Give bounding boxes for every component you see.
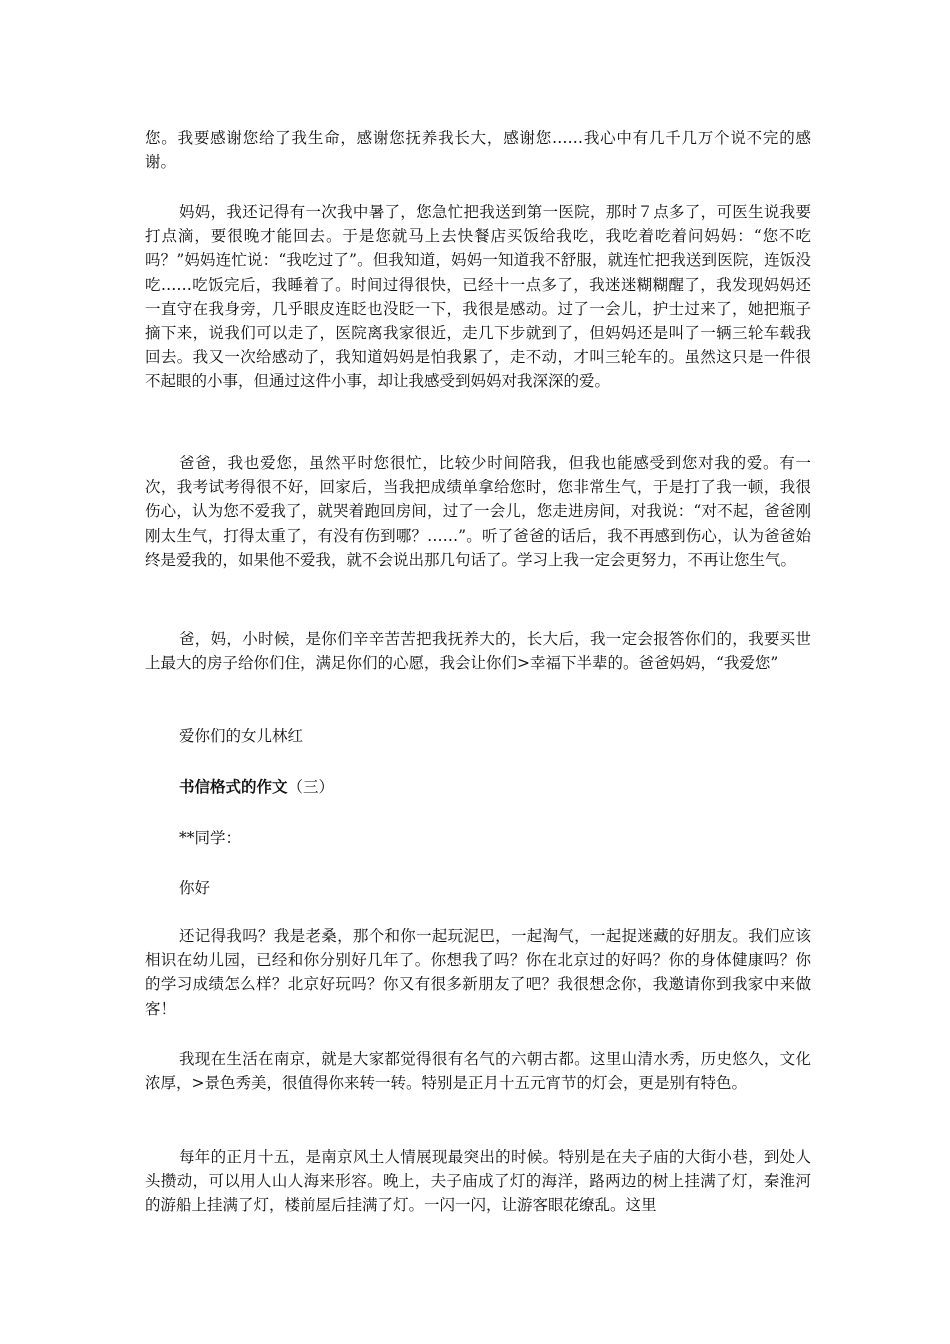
paragraph-father: 爸爸，我也爱您，虽然平时您很忙，比较少时间陪我，但我也能感受到您对我的爱。有一次，我考试考得很不好，回家后，当我把成绩单拿给您时，您非常生气，于是打了我一顿，我很伤心，认为您不爱我了，就哭着跑回房间，过了一会儿，您走进房间，对我说：“对不起，爸爸刚刚太生气，打得太重了，有没有伤到哪？……”。听了爸爸的话后，我不再感到伤心，认为爸爸始终是爱我的，如果他不爱我，就不会说出那几句话了。学习上我一定会更努力，不再让您生气。 <box>145 454 811 569</box>
paragraph-nanjing: 我现在生活在南京，就是大家都觉得很有名气的六朝古都。这里山清水秀，历史悠久，文化浓厚，>景色秀美，很值得你来转一转。特别是正月十五元宵节的灯会，更是别有特色。 <box>145 1050 811 1093</box>
paragraph-intro: 您。我要感谢您给了我生命，感谢您抚养我长大，感谢您……我心中有几千几万个说不完的感谢。 <box>145 129 811 172</box>
salutation: **同学： <box>179 829 242 847</box>
paragraph-remember: 还记得我吗？我是老桑，那个和你一起玩泥巴，一起淘气，一起捉迷藏的好朋友。我们应该相识在幼儿园，已经和你分别好几年了。你想我了吗？你在北京过的好吗？你的身体健康吗？你的学习成绩怎么样？北京好玩吗？你又有很多新朋友了吧？我很想念你，我邀请你到我家中来做客！ <box>145 927 811 1018</box>
paragraph-lantern: 每年的正月十五，是南京风土人情展现最突出的时候。特别是在夫子庙的大街小巷，到处人头攒动，可以用人山人海来形容。晚上，夫子庙成了灯的海洋，路两边的树上挂满了灯，秦淮河的游船上挂满了灯，楼前屋后挂满了灯。一闪一闪，让游客眼花缭乱。这里 <box>145 1148 811 1215</box>
heading-suffix: （三） <box>287 778 335 796</box>
heading-title: 书信格式的作文 <box>179 777 288 796</box>
paragraph-mother: 妈妈，我还记得有一次我中暑了，您急忙把我送到第一医院，那时７点多了，可医生说我要打点滴，要很晚才能回去。于是您就马上去快餐店买饭给我吃，我吃着吃着问妈妈：“您不吃吗？”妈妈连忙说：“我吃过了”。但我知道，妈妈一知道我不舒服，就连忙把我送到医院，连饭没吃……吃饭完后，我睡着了。时间过得很快，已经十一点多了，我迷迷糊糊醒了，我发现妈妈还一直守在我身旁，几乎眼皮连眨也没眨一下，我很是感动。过了一会儿，护士过来了，她把瓶子摘下来，说我们可以走了，医院离我家很近，走几下步就到了，但妈妈还是叫了一辆三轮车载我回去。我又一次给感动了，我知道妈妈是怕我累了，走不动，才叫三轮车的。虽然这只是一件很不起眼的小事，但通过这件小事，却让我感受到妈妈对我深深的爱。 <box>145 203 811 391</box>
signature-line: 爱你们的女儿林红 <box>179 727 304 745</box>
greeting: 你好 <box>179 879 211 897</box>
section-heading <box>179 775 334 799</box>
paragraph-parents: 爸，妈，小时候，是你们辛辛苦苦把我抚养大的，长大后，我一定会报答你们的，我要买世上最大的房子给你们住，满足你们的心愿，我会让你们>幸福下半辈的。爸爸妈妈，“我爱您” <box>145 630 811 673</box>
